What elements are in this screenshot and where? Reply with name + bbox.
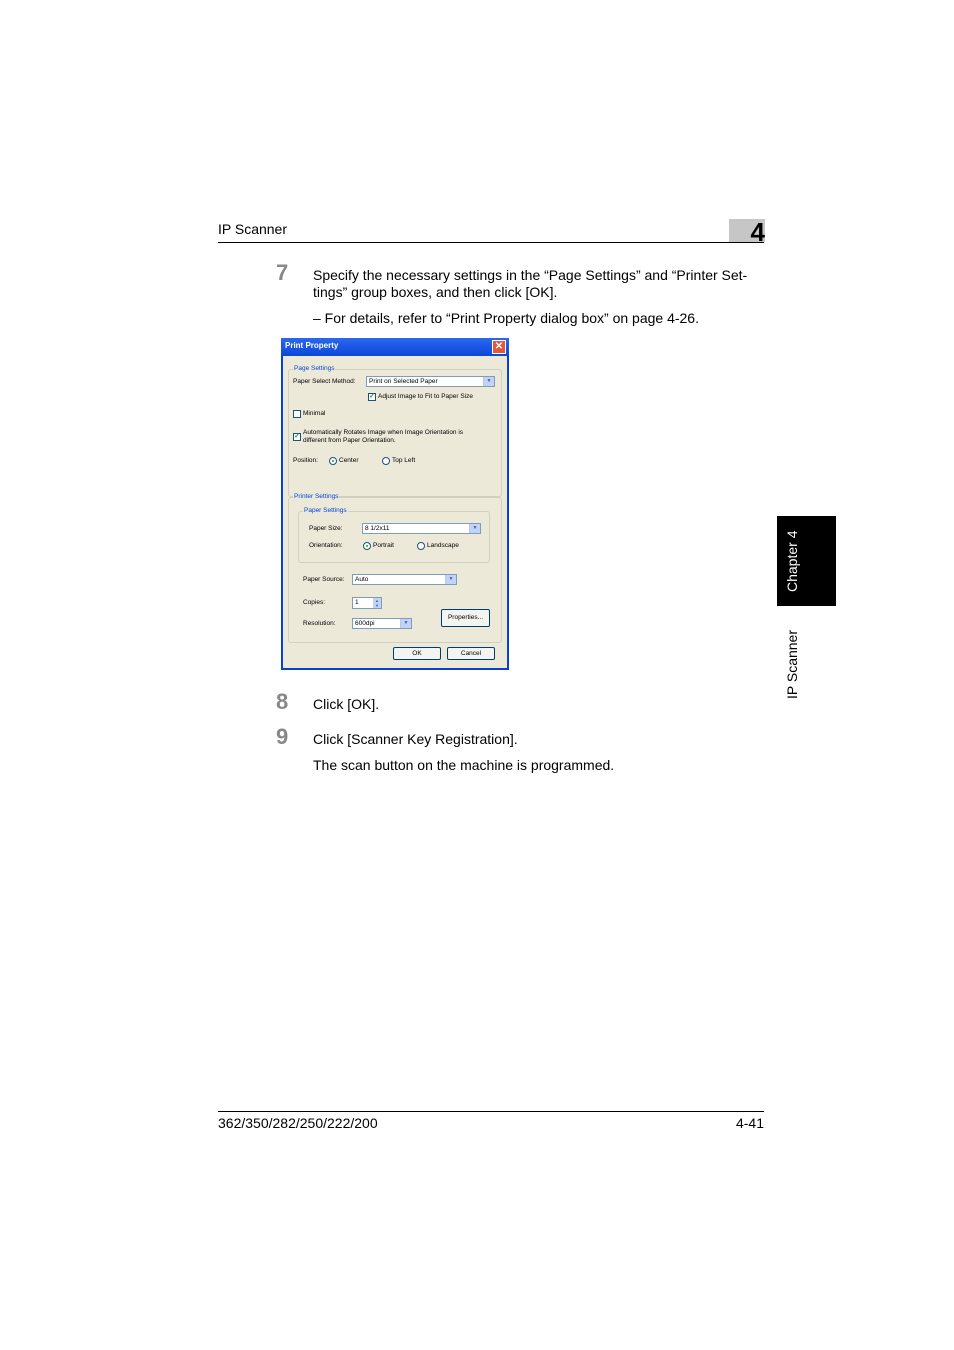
page-settings-group-label: Page Settings	[294, 365, 335, 372]
paper-select-method-value: Print on Selected Paper	[369, 378, 438, 385]
paper-size-label: Paper Size:	[309, 525, 343, 532]
orientation-portrait-radio[interactable]	[363, 542, 371, 550]
spin-arrows-icon[interactable]: ▲ ▼	[373, 598, 381, 608]
close-icon[interactable]: ✕	[492, 340, 506, 354]
ok-button[interactable]: OK	[393, 647, 441, 660]
footer-model-numbers: 362/350/282/250/222/200	[218, 1115, 378, 1131]
minimal-label: Minimal	[303, 410, 326, 417]
running-header-section: IP Scanner	[218, 221, 288, 237]
printer-settings-group-label: Printer Settings	[294, 493, 339, 500]
position-label: Position:	[293, 457, 318, 464]
orientation-portrait-label: Portrait	[373, 542, 394, 549]
orientation-landscape-label: Landscape	[427, 542, 459, 549]
step-9-text: Click [Scanner Key Registration].	[313, 731, 518, 747]
dialog-title-bar	[281, 338, 509, 356]
orientation-label: Orientation:	[309, 542, 343, 549]
copies-stepper[interactable]	[352, 597, 382, 609]
paper-settings-group-label: Paper Settings	[304, 507, 347, 514]
paper-source-value: Auto	[355, 576, 369, 583]
paper-select-method-label: Paper Select Method:	[293, 378, 356, 385]
auto-rotate-label-line1: Automatically Rotates Image when Image Orientation is	[303, 429, 464, 436]
position-top-left-label: Top Left	[392, 457, 416, 464]
position-center-radio[interactable]	[329, 457, 337, 465]
side-tab-chapter-label: Chapter 4	[784, 530, 800, 592]
step-9-result: The scan button on the machine is programmed.	[313, 757, 615, 773]
orientation-landscape-radio[interactable]	[417, 542, 425, 550]
copies-value: 1	[355, 599, 359, 606]
resolution-combo[interactable]	[352, 618, 412, 629]
side-tab-section-label: IP Scanner	[784, 629, 800, 699]
paper-size-value: 8 1/2x11	[365, 525, 390, 532]
paper-size-combo[interactable]	[362, 523, 481, 534]
paper-settings-group	[298, 511, 490, 563]
resolution-value: 600dpi	[355, 620, 375, 627]
properties-button[interactable]: Properties...	[441, 609, 490, 627]
step-7-reference-note: – For details, refer to “Print Property dialog box” on page 4-26.	[313, 310, 699, 326]
adjust-image-checkbox[interactable]: ✓	[369, 393, 375, 400]
step-number-8: 8	[276, 689, 289, 714]
dialog-client-area	[283, 356, 507, 668]
cancel-button[interactable]: Cancel	[447, 647, 495, 660]
auto-rotate-checkbox[interactable]: ✓	[294, 433, 300, 440]
paper-source-combo[interactable]	[352, 574, 457, 585]
step-7-text: Specify the necessary settings in the “Page Settings” and “Printer Set-tings” group boxes, and then click [OK].	[313, 267, 748, 300]
chevron-down-icon[interactable]: ▼	[469, 524, 480, 533]
auto-rotate-label-line2: different from Paper Orientation.	[303, 437, 396, 444]
chapter-number: 4	[750, 217, 765, 247]
resolution-label: Resolution:	[303, 620, 336, 627]
copies-label: Copies:	[303, 599, 326, 606]
chevron-down-icon[interactable]: ▼	[445, 575, 456, 584]
step-number-9: 9	[276, 724, 289, 749]
chevron-down-icon[interactable]: ▼	[400, 619, 411, 628]
step-8-text: Click [OK].	[313, 696, 380, 712]
print-property-dialog	[281, 338, 509, 670]
minimal-checkbox[interactable]	[293, 410, 301, 418]
footer-rule	[218, 1111, 764, 1112]
footer-page-number: 4-41	[735, 1115, 764, 1131]
paper-source-label: Paper Source:	[303, 576, 345, 583]
position-center-label: Center	[339, 457, 359, 464]
position-top-left-radio[interactable]	[382, 457, 390, 465]
adjust-image-label: Adjust Image to Fit to Paper Size	[378, 393, 474, 400]
paper-select-method-combo[interactable]	[366, 376, 495, 387]
step-number-7: 7	[276, 260, 289, 285]
chevron-down-icon[interactable]: ▼	[483, 377, 494, 386]
header-rule	[218, 242, 764, 243]
dialog-title: Print Property	[285, 341, 339, 350]
